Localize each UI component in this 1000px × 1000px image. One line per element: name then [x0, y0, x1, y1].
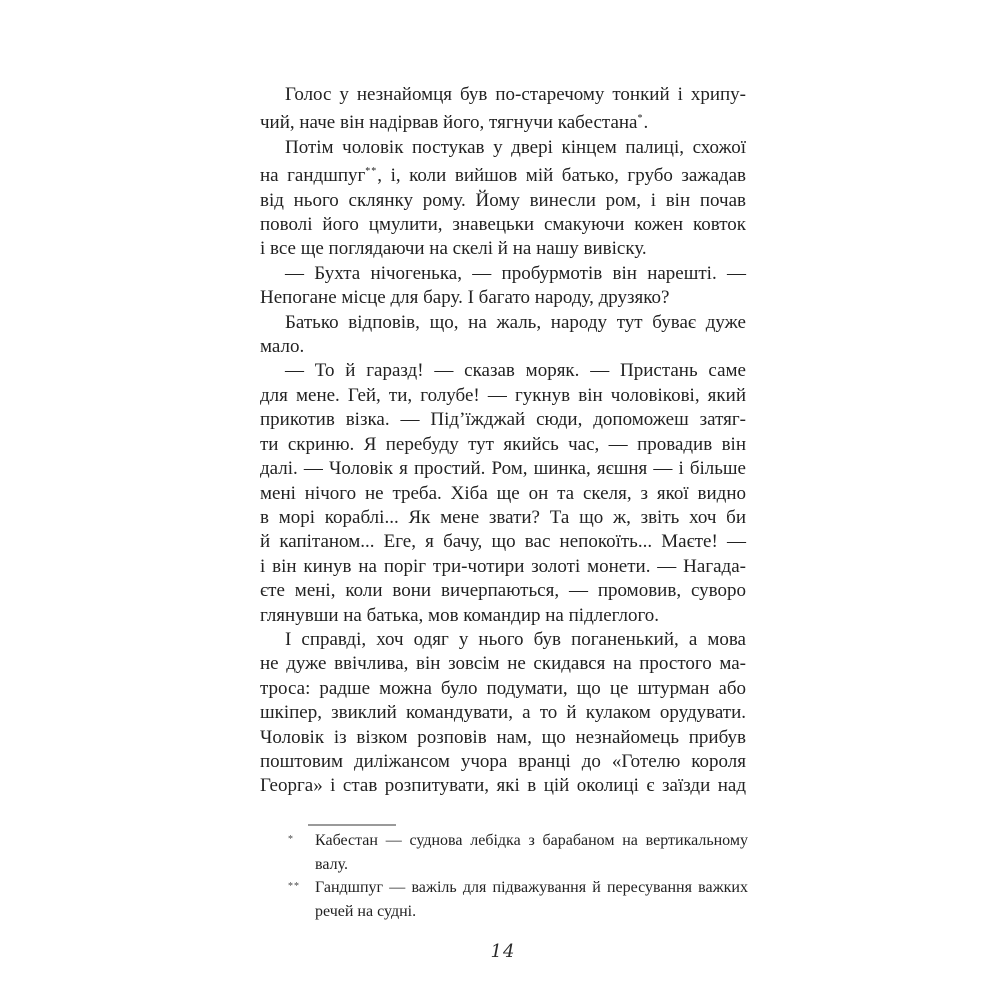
footnote: [288, 876, 748, 923]
text-line: мало.: [260, 336, 305, 358]
footnote-text: [315, 829, 748, 876]
text-line: поштовим диліжансом учора вранці до «Готелю короля: [260, 750, 746, 772]
footnote-line: валу.: [315, 855, 348, 873]
text-line: не дуже ввічлива, він зовсім не скидався на простого ма-: [260, 653, 746, 675]
footnote-line: речей на судні.: [315, 902, 417, 920]
paragraph-dialogue: [260, 359, 746, 627]
text-line: поволі його цмулити, знавецьки смакуючи кожен ковток: [260, 214, 746, 236]
paragraph-dialogue: [260, 262, 746, 311]
text-line: — Бухта нічогенька, — пробурмотів він нарешті. —: [285, 262, 746, 284]
text-line: І справді, хоч одяг у нього був поганенький, а мова: [285, 628, 746, 650]
paragraph: [260, 628, 746, 799]
text-line: — То й гаразд! — сказав моряк. — Пристань саме: [285, 360, 746, 382]
text-line: Голос у незнайомця був по-старечому тонкий і хрипу-: [285, 84, 746, 105]
text-line: Батько відповів, що, на жаль, народу тут буває дуже: [285, 311, 746, 333]
text-line: далі. — Чоловік я простий. Ром, шинка, яєшня — і більше: [260, 458, 746, 480]
text-line: Чоловік із візком розповів нам, що незнайомець прибув: [260, 726, 746, 748]
paragraph: [260, 311, 746, 360]
footnote-line: Гандшпуг — важіль для підважування й пересування важких: [315, 879, 748, 896]
text-line: чий, наче він надірвав його, тягнучи кабестана*.: [260, 112, 649, 134]
text-line: прикотив візка. — Під’їжджай сюди, допоможеш затяг-: [260, 409, 746, 431]
paragraph: [260, 83, 746, 136]
footnote-line: Кабестан — суднова лебідка з барабаном на вертикальному: [315, 832, 748, 849]
text-line: шкіпер, звиклий командувати, а то й кулаком орудувати.: [260, 702, 746, 724]
text-line: на гандшпуг**, і, коли вийшов мій батько, грубо зажадав: [260, 165, 746, 187]
text-line: мені нічого не треба. Хіба ще он та скеля, з якої видно: [260, 482, 746, 504]
text-line: Георга» і став розпитувати, які в цій околиці є заїзди над: [260, 775, 746, 797]
text-line: ти скриню. Я перебуду тут якийсь час, — провадив він: [260, 433, 746, 455]
page-number: 14: [490, 941, 516, 962]
text-line: троса: радше можна було подумати, що це штурман або: [260, 677, 746, 699]
footnote-marker: *: [288, 834, 294, 845]
footnote-marker: **: [288, 881, 300, 892]
main-text: [260, 83, 746, 799]
text-line: Непогане місце для бару. І багато народу, друзяко?: [260, 287, 670, 309]
text-line: для мене. Гей, ти, голубе! — гукнув він чоловікові, який: [260, 384, 746, 406]
text-line: й капітаном... Еге, я бачу, що вас непокоїть... Маєте! —: [260, 531, 746, 553]
footnotes: [288, 829, 748, 923]
text-line: глянувши на батька, мов командир на підлеглого.: [260, 604, 660, 626]
footnote-text: [315, 876, 748, 923]
footnote: [288, 829, 748, 876]
text-line: Потім чоловік постукав у двері кінцем палиці, схожої: [285, 136, 746, 158]
text-line: і він кинув на поріг три-чотири золоті монети. — Нагада-: [260, 555, 746, 577]
paragraph: [260, 136, 746, 262]
text-line: в морі кораблі... Як мене звати? Та що ж, звіть хоч би: [260, 506, 746, 528]
text-line: від нього склянку рому. Йому винесли ром, і він почав: [260, 189, 746, 211]
footnote-separator: [308, 824, 396, 826]
text-line: і все ще поглядаючи на скелі й на нашу вивіску.: [260, 238, 647, 260]
text-line: єте мені, коли вони вичерпаються, — промовив, суворо: [260, 580, 746, 602]
